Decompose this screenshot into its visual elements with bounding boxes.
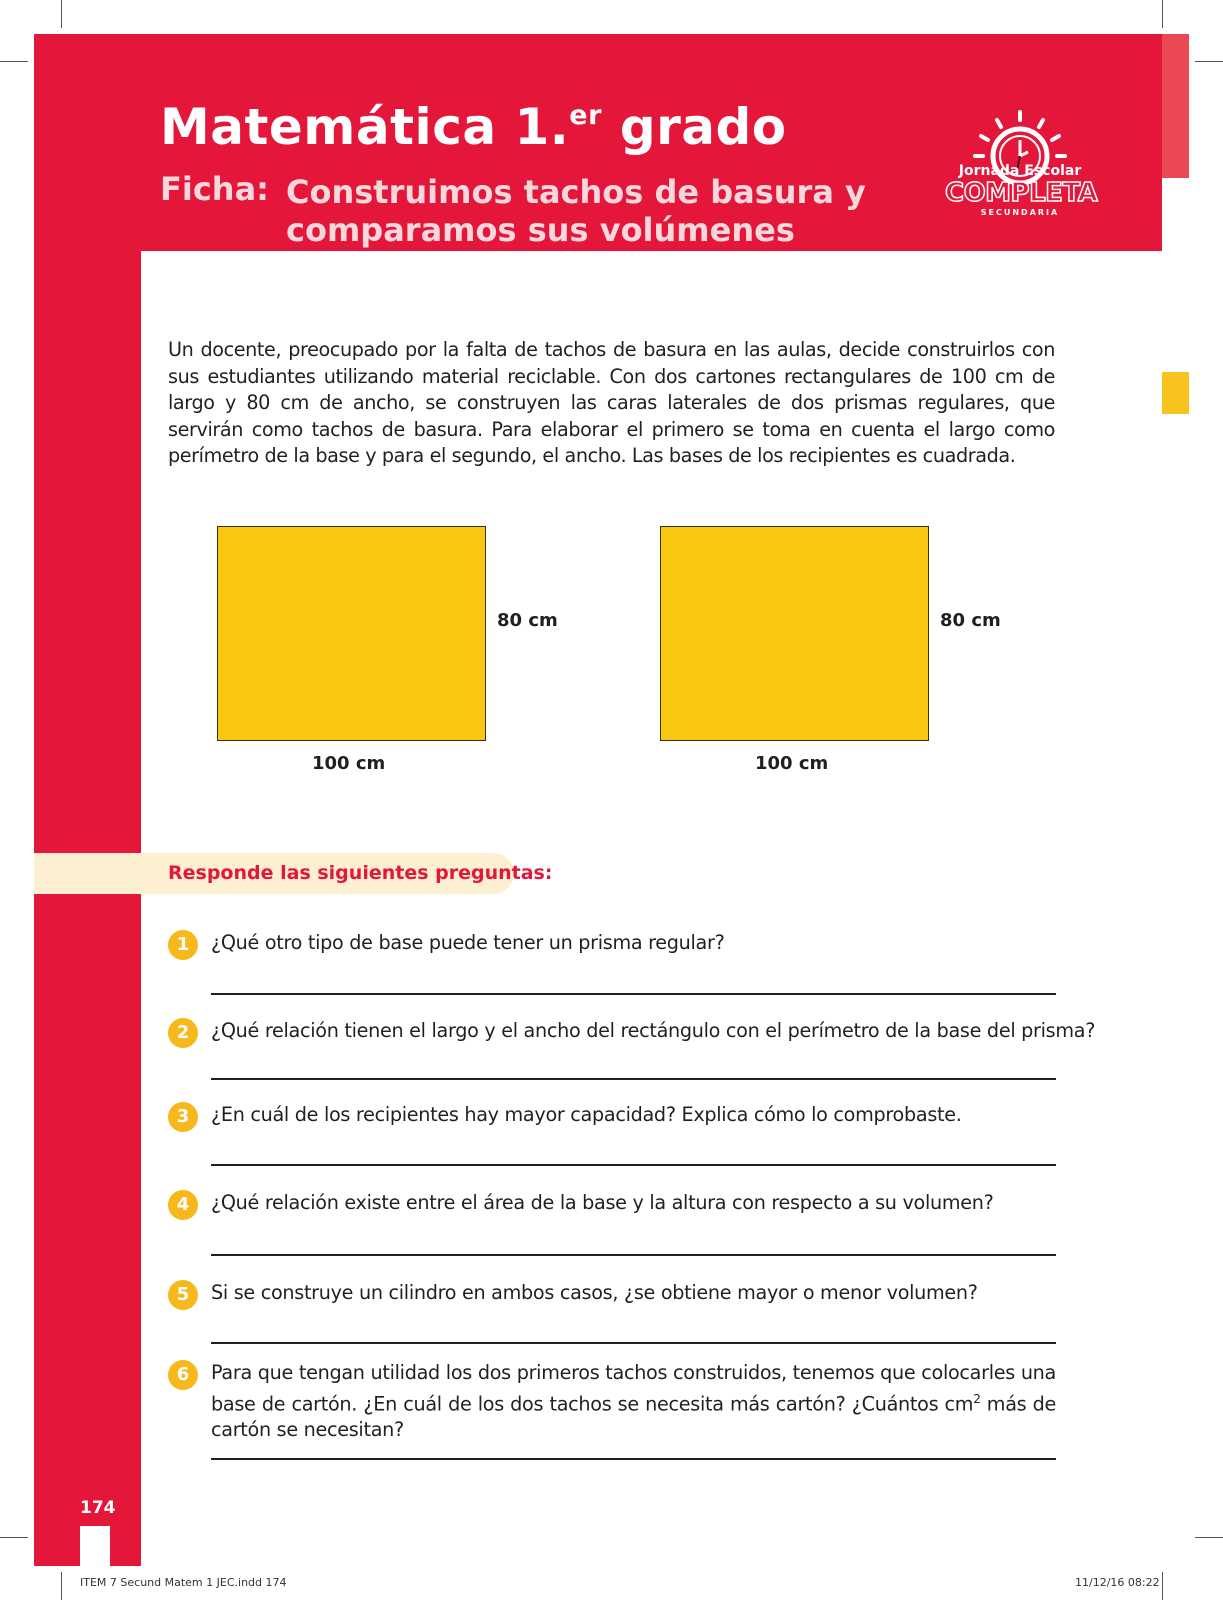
crop-mark [1162, 1572, 1163, 1600]
question-text: ¿Qué relación existe entre el área de la base y la altura con respecto a su volumen? [211, 1191, 994, 1214]
logo-line2: COMPLETA [945, 178, 1098, 208]
responde-heading: Responde las siguientes preguntas: [168, 862, 553, 884]
question-text: Si se construye un cilindro en ambos casos, ¿se obtiene mayor o menor volumen? [211, 1281, 978, 1304]
answer-line[interactable] [211, 1458, 1056, 1460]
crop-mark [61, 1572, 62, 1600]
ficha-label: Ficha: [160, 170, 269, 208]
question-number-badge: 6 [168, 1360, 198, 1390]
answer-line[interactable] [211, 1342, 1056, 1344]
question-text-part: Para que tengan utilidad los dos primeros tachos construidos, tenemos que colocarles una base de cartón. ¿En cuál de los dos tachos se necesita más cartón? ¿Cuántos cm [211, 1361, 1056, 1416]
intro-paragraph: Un docente, preocupado por la falta de tachos de basura en las aulas, decide construirlos con sus estudiantes utilizando material reciclable. Con dos cartones rectangulares de 100 cm de largo y 80 cm de ancho, se construyen las caras laterales de dos prismas regulares, que servirán como tachos de basura. Para elaborar el primero se toma en cuenta el largo como perímetro de la base y para el segundo, el ancho. Las bases de los recipientes es cuadrada. [168, 338, 1055, 467]
ficha-title-line: comparamos sus volúmenes [286, 211, 795, 249]
ficha-title-line: Construimos tachos de basura y [286, 173, 866, 211]
question-text: ¿En cuál de los recipientes hay mayor capacidad? Explica cómo lo comprobaste. [211, 1103, 962, 1126]
crop-mark [1195, 1537, 1223, 1538]
footer-file-info: ITEM 7 Secund Matem 1 JEC.indd 174 [80, 1576, 287, 1589]
answer-line[interactable] [211, 1254, 1056, 1256]
footer-date: 11/12/16 08:22 [1075, 1576, 1160, 1589]
jornada-escolar-logo [945, 108, 1098, 223]
superscript-2: 2 [973, 1392, 981, 1406]
answer-line[interactable] [211, 993, 1056, 995]
side-tab-red [1162, 34, 1189, 178]
crop-mark [0, 61, 28, 62]
question-text-part: más de cartón se necesitan? [211, 1392, 1057, 1442]
page-title [160, 98, 787, 156]
width-label-2: 100 cm [755, 753, 829, 774]
ficha-title [286, 173, 886, 249]
logo-line3: SECUNDARIA [980, 208, 1060, 217]
question-number-badge: 3 [168, 1102, 198, 1132]
width-label-1: 100 cm [312, 753, 386, 774]
title-superscript: er [569, 100, 602, 132]
question-text: ¿Qué otro tipo de base puede tener un prisma regular? [211, 931, 725, 954]
cardboard-rectangle-1 [217, 526, 486, 741]
answer-line[interactable] [211, 1078, 1056, 1080]
page-number: 174 [80, 1498, 116, 1518]
left-margin-band [34, 251, 141, 1566]
question-number-badge: 4 [168, 1190, 198, 1220]
title-end: grado [619, 98, 787, 156]
question-text: ¿Qué relación tienen el largo y el ancho del rectángulo con el perímetro de la base del prisma? [211, 1019, 1096, 1042]
crop-mark [1162, 0, 1163, 28]
side-tab-yellow [1162, 372, 1189, 414]
question-number-badge: 1 [168, 930, 198, 960]
question-number-badge: 5 [168, 1280, 198, 1310]
question-text [211, 1360, 1056, 1443]
question-number-badge: 2 [168, 1018, 198, 1048]
crop-mark [0, 1537, 28, 1538]
title-main: Matemática 1. [160, 98, 570, 156]
answer-line[interactable] [211, 1164, 1056, 1166]
cardboard-rectangle-2 [660, 526, 929, 741]
crop-mark [61, 0, 62, 28]
height-label-1: 80 cm [497, 610, 558, 631]
height-label-2: 80 cm [940, 610, 1001, 631]
crop-mark [1195, 61, 1223, 62]
logo-line1: Jornada Escolar [958, 163, 1082, 179]
